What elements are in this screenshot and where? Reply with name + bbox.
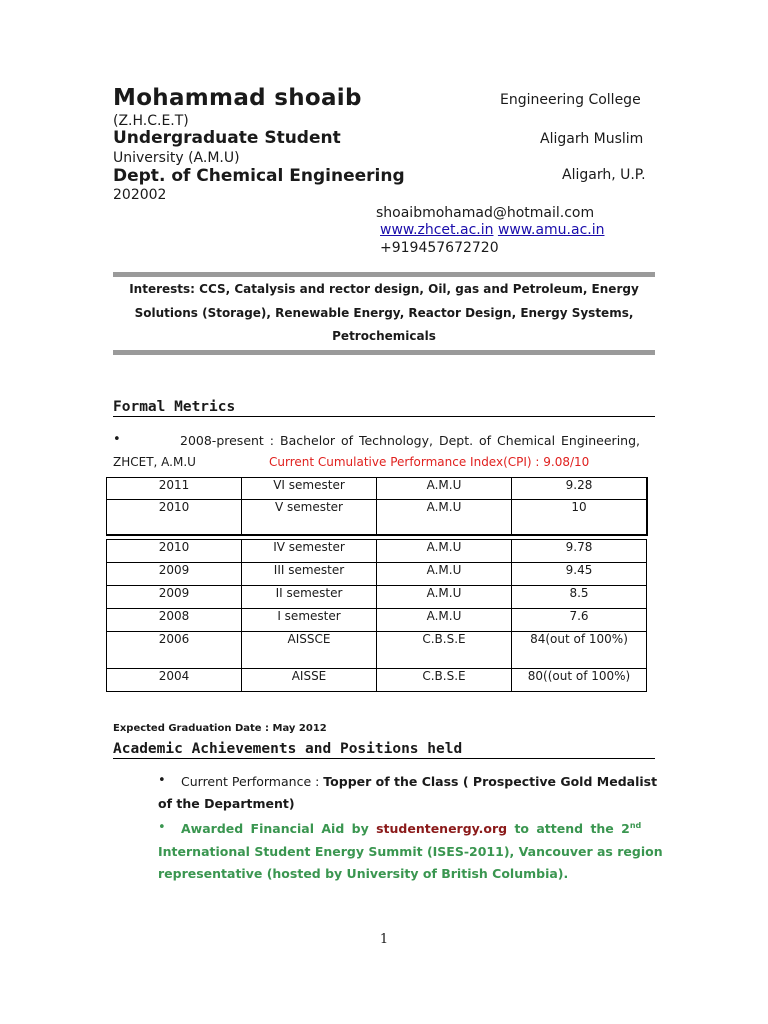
interests-line-2: Solutions (Storage), Renewable Energy, Reactor Design, Energy Systems, xyxy=(134,305,634,320)
table-cell-year: 2010 xyxy=(107,500,242,535)
table-cell-score: 8.5 xyxy=(512,586,647,609)
table-cell-score: 9.28 xyxy=(512,478,648,500)
address-line-2: (Z.H.C.E.T) xyxy=(113,113,189,129)
table-cell-year: 2011 xyxy=(107,478,242,500)
formal-metrics-heading: Formal Metrics xyxy=(113,399,655,417)
grades-table-2 xyxy=(106,539,647,692)
graduation-date: Expected Graduation Date : May 2012 xyxy=(113,723,327,734)
table-cell-year: 2008 xyxy=(107,609,242,632)
interests-line-3: Petrochemicals xyxy=(332,329,436,343)
table-row xyxy=(107,478,648,500)
address-line-1: Engineering College xyxy=(500,92,641,108)
studentenergy-link[interactable]: studentenergy.org xyxy=(376,821,508,837)
department-rest: . of Chemical Engineering xyxy=(158,166,405,186)
table-cell-term: VI semester xyxy=(242,478,377,500)
table-cell-year: 2006 xyxy=(107,632,242,669)
table-row xyxy=(107,586,647,609)
table-cell-term: AISSCE xyxy=(242,632,377,669)
table-cell-institution: A.M.U xyxy=(377,609,512,632)
phone-number: +919457672720 xyxy=(380,240,499,256)
table-cell-score: 7.6 xyxy=(512,609,647,632)
table-cell-score: 80((out of 100%) xyxy=(512,669,647,692)
table-cell-term: II semester xyxy=(242,586,377,609)
table-cell-institution: A.M.U xyxy=(377,563,512,586)
interests-line-1: Interests: CCS, Catalysis and rector design, Oil, gas and Petroleum, Energy xyxy=(129,282,639,296)
bullet-icon: • xyxy=(158,820,166,835)
table-cell-year: 2004 xyxy=(107,669,242,692)
table-row xyxy=(107,632,647,669)
achievement-item-2 xyxy=(181,821,641,836)
achievement-item-1-prefix: Current Performance : xyxy=(181,774,324,789)
table-row xyxy=(107,563,647,586)
address-line-5: Aligarh, U.P. xyxy=(562,167,646,183)
degree-line-2: ZHCET, A.M.U xyxy=(113,455,196,469)
table-cell-year: 2009 xyxy=(107,586,242,609)
table-cell-term: IV semester xyxy=(242,540,377,563)
achievement-item-2-pre: Awarded Financial Aid by xyxy=(181,821,377,837)
achievement-item-2-line-3: representative (hosted by University of British Columbia). xyxy=(158,866,569,881)
department-prefix: Dept xyxy=(113,166,159,186)
page-number: 1 xyxy=(379,932,389,947)
table-cell-score: 84(out of 100%) xyxy=(512,632,647,669)
postal-code: 202002 xyxy=(113,187,167,203)
table-cell-score: 9.78 xyxy=(512,540,647,563)
table-cell-score: 10 xyxy=(512,500,648,535)
table-row xyxy=(107,540,647,563)
table-cell-year: 2009 xyxy=(107,563,242,586)
email-address: shoaibmohamad@hotmail.com xyxy=(376,205,595,221)
table-row xyxy=(107,609,647,632)
website-link-zhcet[interactable]: www.zhcet.ac.in xyxy=(380,222,494,238)
candidate-title: Undergraduate Student xyxy=(113,128,341,148)
table-cell-year: 2010 xyxy=(107,540,242,563)
table-cell-institution: C.B.S.E xyxy=(377,669,512,692)
table-cell-term: V semester xyxy=(242,500,377,535)
table-cell-institution: C.B.S.E xyxy=(377,632,512,669)
table-cell-term: AISSE xyxy=(242,669,377,692)
table-cell-institution: A.M.U xyxy=(377,500,512,535)
achievement-item-2-line-2: International Student Energy Summit (ISES-2011), Vancouver as region xyxy=(158,844,663,859)
ordinal-suffix: nd xyxy=(629,821,642,830)
table-cell-term: III semester xyxy=(242,563,377,586)
address-line-3: Aligarh Muslim xyxy=(540,131,644,147)
table-cell-term: I semester xyxy=(242,609,377,632)
bullet-icon: • xyxy=(113,432,121,447)
interests-top-rule xyxy=(113,272,655,277)
grades-table-1 xyxy=(106,477,648,536)
website-link-amu[interactable]: www.amu.ac.in xyxy=(497,222,605,238)
websites xyxy=(380,222,604,238)
achievements-heading: Academic Achievements and Positions held xyxy=(113,741,655,759)
candidate-name: Mohammad shoaib xyxy=(113,85,362,111)
interests-bottom-rule xyxy=(113,350,655,355)
table-row xyxy=(107,669,647,692)
department xyxy=(113,166,405,186)
table-cell-score: 9.45 xyxy=(512,563,647,586)
table-cell-institution: A.M.U xyxy=(377,478,512,500)
achievement-item-1 xyxy=(181,774,657,789)
table-cell-institution: A.M.U xyxy=(377,540,512,563)
achievement-item-1-bold: Topper of the Class ( Prospective Gold Medalist xyxy=(323,774,658,789)
achievement-item-2-post: to attend the 2 xyxy=(507,821,630,837)
interests-block xyxy=(113,278,655,349)
table-cell-institution: A.M.U xyxy=(377,586,512,609)
bullet-icon: • xyxy=(158,773,166,788)
cpi-text: Current Cumulative Performance Index(CPI) : 9.08/10 xyxy=(269,455,590,469)
table-row xyxy=(107,500,648,535)
address-line-4: University (A.M.U) xyxy=(113,150,240,166)
degree-line-1: 2008-present : Bachelor of Technology, Dept. of Chemical Engineering, xyxy=(180,433,641,448)
achievement-item-1-line-2: of the Department) xyxy=(158,796,295,811)
